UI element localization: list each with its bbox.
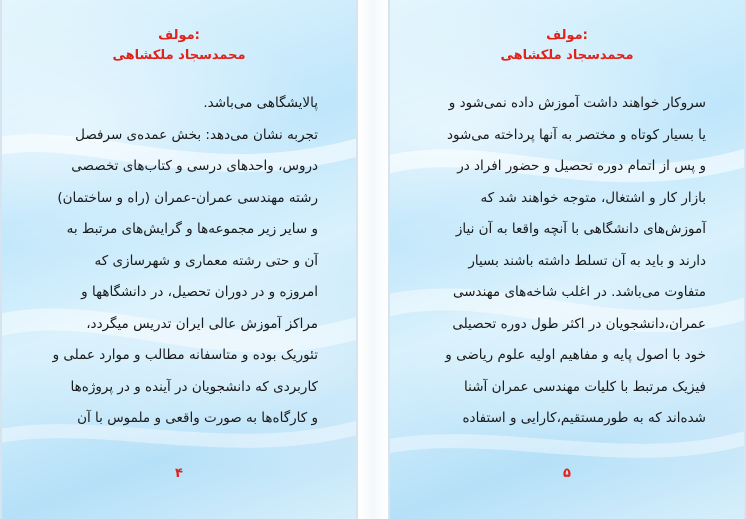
page-header — [390, 26, 744, 66]
text-line: شده‌اند که به طورمستقیم،کارایی و استفاده — [462, 410, 706, 426]
page-header — [2, 26, 356, 66]
author-name: محمدسجاد ملکشاهی — [112, 48, 246, 63]
text-line: آن و حتی رشته معماری و شهرسازی که — [94, 252, 318, 269]
left-page — [0, 0, 358, 519]
author-label: مولف: — [158, 28, 200, 43]
right-page — [388, 0, 746, 519]
text-line: آموزش‌های دانشگاهی با آنچه واقعا به آن نیاز — [455, 221, 706, 237]
text-line: فیزیک مرتبط با کلیات مهندسی عمران آشنا — [464, 378, 706, 395]
text-line: کاربردی که دانشجویان در آینده و در پروژه‌ها — [70, 378, 318, 395]
book-gutter — [358, 0, 388, 519]
text-line: بازار کار و اشتغال، متوجه خواهند شد که — [480, 189, 706, 206]
text-line: یا بسیار کوتاه و مختصر به آنها پرداخته می‌شود — [447, 126, 706, 143]
text-line: پالایشگاهی می‌باشد. — [203, 95, 318, 111]
text-line: سروکار خواهند داشت آموزش داده نمی‌شود و — [448, 95, 706, 111]
text-line: خود با اصول پایه و مفاهیم اولیه علوم ریاضی و — [445, 347, 706, 363]
text-line: امروزه و در دوران تحصیل، در دانشگاهها و — [81, 284, 318, 300]
text-line: تئوریک بوده و متاسفانه مطالب و موارد عملی و — [52, 347, 318, 363]
page-number: ۴ — [175, 466, 183, 481]
page-number: ۵ — [563, 466, 571, 481]
text-line: دروس، واحدهای درسی و کتاب‌های تخصصی — [71, 158, 318, 174]
text-line: عمران،دانشجویان در اکثر طول دوره تحصیلی — [452, 315, 706, 332]
author-name: محمدسجاد ملکشاهی — [500, 48, 634, 63]
body-text — [40, 88, 318, 435]
body-text — [428, 88, 706, 435]
text-line: متفاوت می‌باشد. در اغلب شاخه‌های مهندسی — [452, 284, 706, 300]
text-line: رشته مهندسی عمران-عمران (راه و ساختمان) — [57, 189, 318, 206]
text-line: و سایر زیر مجموعه‌ها و گرایش‌های مرتبط به — [66, 221, 318, 237]
text-line: و پس از اتمام دوره تحصیل و حضور افراد در — [457, 158, 706, 174]
text-line: تجربه نشان می‌دهد: بخش عمده‌ی سرفصل — [75, 126, 318, 143]
text-line: مراکز آموزش عالی ایران تدریس میگردد، — [86, 315, 318, 332]
author-label: مولف: — [546, 28, 588, 43]
text-line: دارند و باید به آن تسلط داشته باشند بسیار — [468, 252, 706, 269]
text-line: و کارگاه‌ها به صورت واقعی و ملموس با آن — [77, 410, 318, 426]
